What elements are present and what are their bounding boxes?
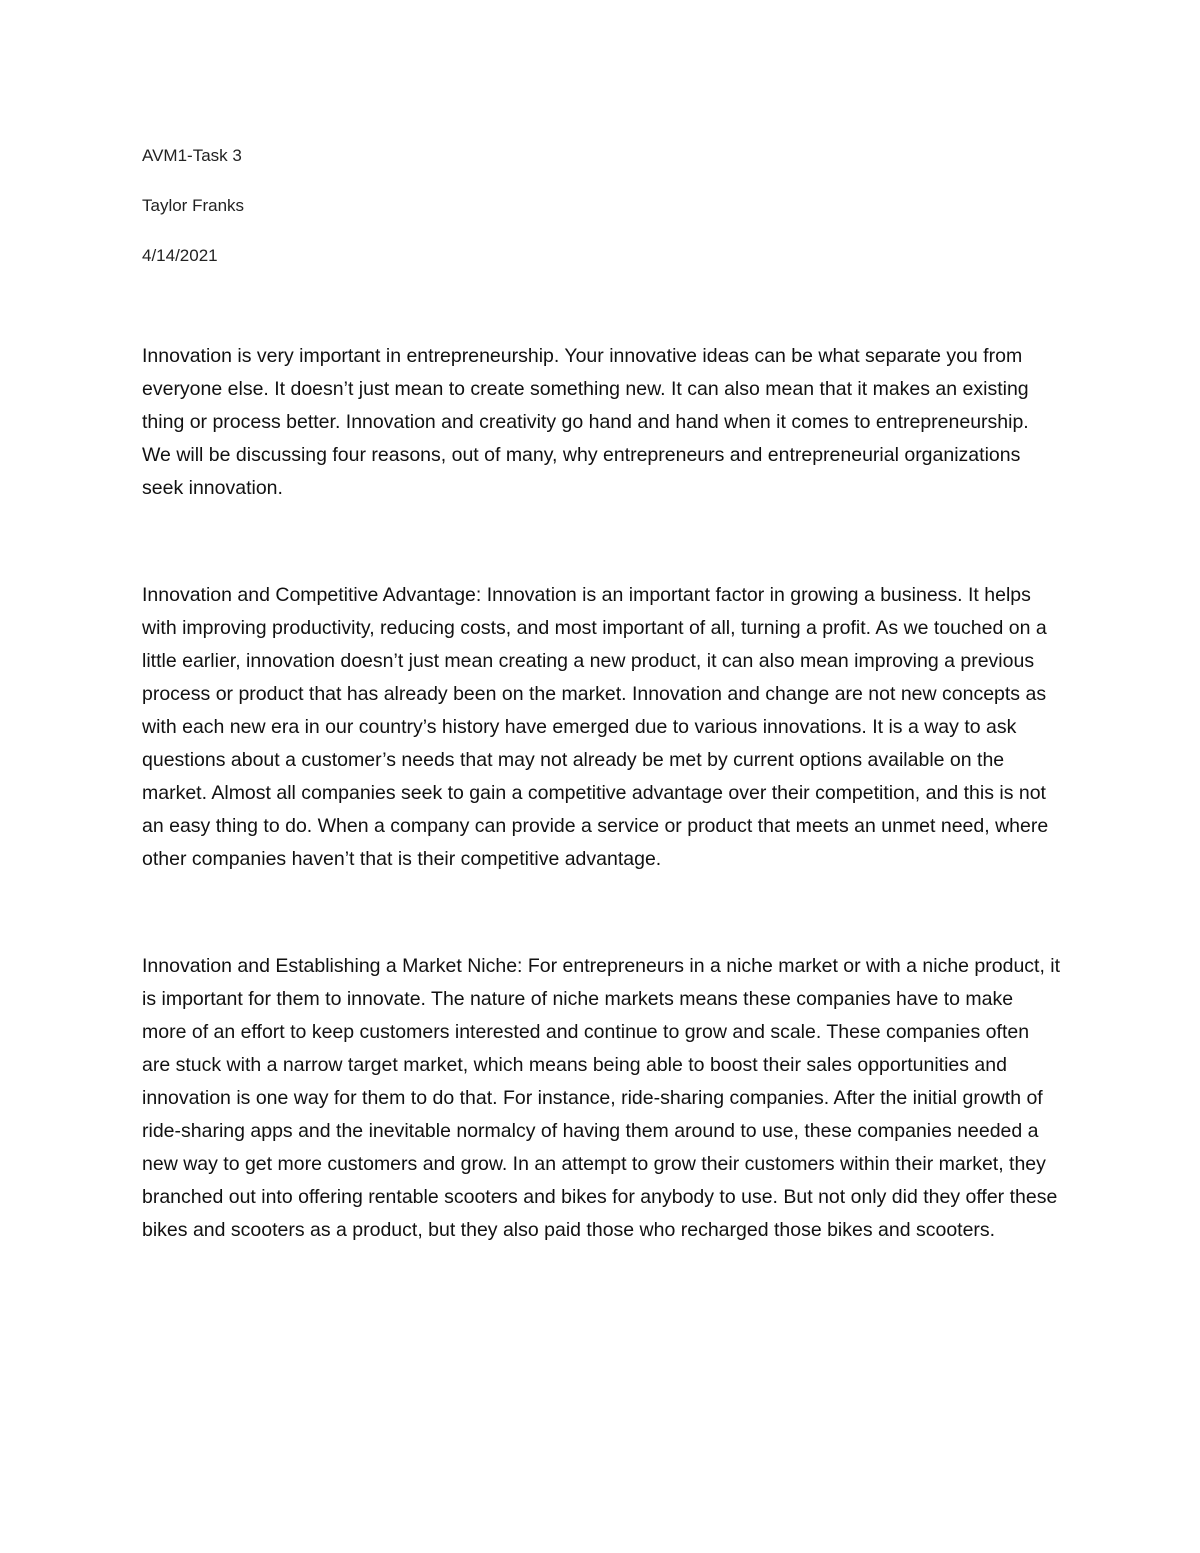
author-name: Taylor Franks <box>142 196 245 215</box>
course-task-label: AVM1-Task 3 <box>142 146 242 165</box>
paragraph-market-niche: Innovation and Establishing a Market Niche: For entrepreneurs in a niche market or with a niche product, it is important for them to innovate. The nature of niche markets means these companies have to make more of an effort to keep customers interested and continue to grow and scale. These companies often are stuck with a narrow target market, which means being able to boost their sales opportunities and innovation is one way for them to do that. For instance, ride-sharing companies. After the initial growth of ride-sharing apps and the inevitable normalcy of having them around to use, these companies needed a new way to get more customers and grow. In an attempt to grow their customers within their market, they branched out into offering rentable scooters and bikes for anybody to use. But not only did they offer these bikes and scooters as a product, but they also paid those who recharged those bikes and scooters. <box>142 955 1061 1241</box>
document-body <box>142 340 1062 1247</box>
paragraph-competitive-advantage: Innovation and Competitive Advantage: Innovation is an important factor in growing a business. It helps with improving productivity, reducing costs, and most important of all, turning a profit. As we touched on a little earlier, innovation doesn’t just mean creating a new product, it can also mean improving a previous process or product that has already been on the market. Innovation and change are not new concepts as with each new era in our country’s history have emerged due to various innovations. It is a way to ask questions about a customer’s needs that may not already be met by current options available on the market. Almost all companies seek to gain a competitive advantage over their competition, and this is not an easy thing to do. When a company can provide a service or product that meets an unmet need, where other companies haven’t that is their competitive advantage. <box>142 584 1049 870</box>
document-date: 4/14/2021 <box>142 246 218 265</box>
paragraph-introduction: Innovation is very important in entrepreneurship. Your innovative ideas can be what separate you from everyone else. It doesn’t just mean to create something new. It can also mean that it makes an existing thing or process better. Innovation and creativity go hand and hand when it comes to entrepreneurship. We will be discussing four reasons, out of many, why entrepreneurs and entrepreneurial organizations seek innovation. <box>142 345 1029 499</box>
document-header <box>142 143 244 293</box>
